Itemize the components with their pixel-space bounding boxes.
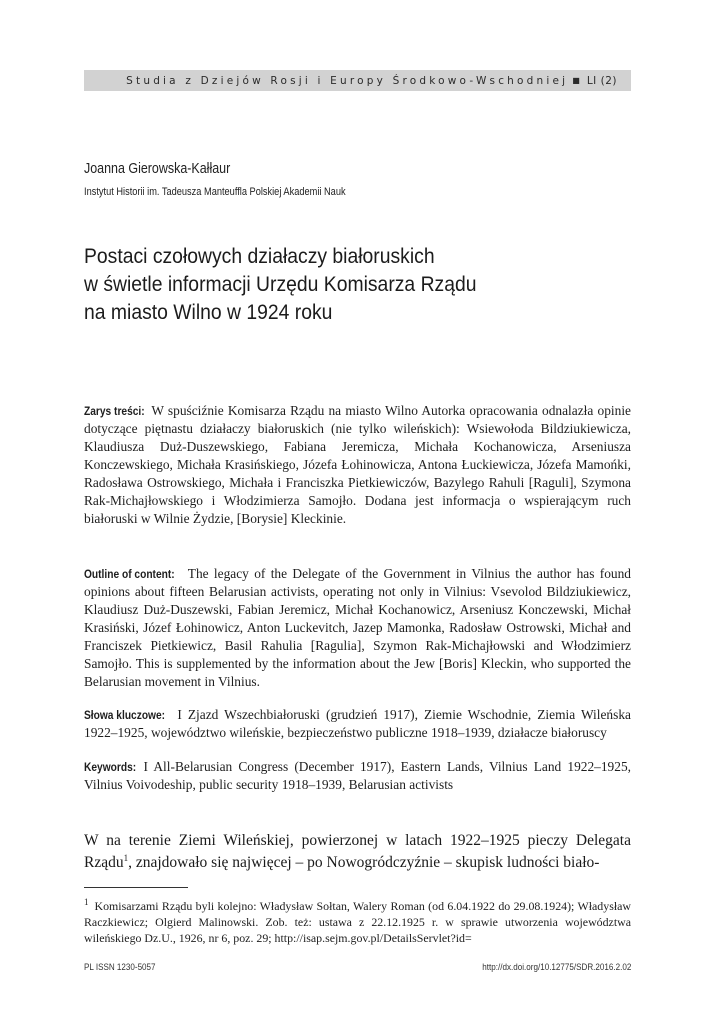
footnote-mark: 1	[84, 897, 89, 908]
body-text: W na terenie Ziemi Wileńskiej, powierzonej w latach 1922–1925 pieczy Delegata Rządu	[84, 832, 631, 871]
body-paragraph	[84, 830, 631, 874]
body-text: , znajdowało się najwięcej – po Nowogródczyźnie – skupisk ludności biało-	[128, 854, 600, 871]
keywords-text: I All-Belarusian Congress (December 1917), Eastern Lands, Vilnius Land 1922–1925, Vilnius Voivodeship, public security 1918–1939, Belarusian activists	[84, 759, 631, 792]
abstract-label: Zarys treści:	[84, 404, 145, 418]
footnote-text: Komisarzami Rządu byli kolejno: Władysław Sołtan, Walery Roman (od 6.04.1922 do 29.08.1924); Władysław Raczkiewicz; Olgierd Malinowski. Zob. też: ustawa z 22.12.1925 r. w sprawie utworzenia województwa wileńskiego Dz.U., 1926, nr 6, poz. 29; http://isap.sejm.gov.pl/DetailsServlet?id=	[84, 899, 631, 945]
keywords-label: Keywords:	[84, 760, 137, 774]
abstract-english	[84, 565, 631, 691]
title-line: w świetle informacji Urzędu Komisarza Rządu	[84, 272, 477, 296]
article-title	[84, 242, 588, 326]
abstract-text: W spuściźnie Komisarza Rządu na miasto Wilno Autorka opracowania odnalazła opinie dotyczące piętnastu działaczy białoruskich (nie tylko wileńskich): Wsiewołoda Bildziukiewicza, Klaudiusza Duż-Duszewskiego, Fabiana Jeremicza, Michała Kochanowicza, Arseniusza Konczewskiego, Michała Krasińskiego, Józefa Łohinowicza, Antona Łuckiewicza, Józefa Mamońki, Radosława Ostrowskiego, Michała i Franciszka Pietkiewiczów, Bazylego Rahuli [Raguli], Szymona Rak-Michajłowskiego i Włodzimierza Samojło. Dodana jest informacja o wspierającym ruch białoruski w Wilnie Żydzie, [Borysie] Kleckinie.	[84, 403, 631, 526]
keywords-polish	[84, 706, 631, 742]
keywords-english	[84, 758, 631, 794]
issn-footer: PL ISSN 1230-5057	[84, 962, 156, 973]
author-name: Joanna Gierowska-Kałłaur	[84, 161, 231, 177]
running-header	[84, 70, 631, 91]
doi-link[interactable]: http://dx.doi.org/10.12775/SDR.2016.2.02	[481, 962, 631, 973]
keywords-text: I Zjazd Wszechbiałoruski (grudzień 1917), Ziemie Wschodnie, Ziemia Wileńska 1922–1925, województwo wileńskie, bezpieczeństwo publiczne 1918–1939, działacze białoruscy	[84, 707, 631, 740]
title-line: Postaci czołowych działaczy białoruskich	[84, 244, 435, 268]
title-line: na miasto Wilno w 1924 roku	[84, 300, 333, 324]
keywords-label: Słowa kluczowe:	[84, 708, 166, 722]
abstract-polish	[84, 402, 631, 528]
journal-title: Studia z Dziejów Rosji i Europy Środkowo-Wschodniej	[126, 74, 569, 87]
volume-number: LI (2)	[586, 74, 617, 87]
footnote-reference[interactable]: 1	[123, 852, 129, 863]
abstract-text: The legacy of the Delegate of the Government in Vilnius the author has found opinions about fifteen Belarusian activists, operating not only in Vilnius: Vsevolod Bildziukiewicz, Klaudiusz Duż-Duszewski, Fabian Jeremicz, Michał Kochanowicz, Arseniusz Konczewski, Michał Krasiński, Józef Łohinowicz, Anton Luckevitch, Jazep Mamonka, Radosław Ostrowski, Michał and Franciszek Pietkiewicz, Basil Rahulia [Ragulia], Szymon Rak-Michajłowski and Włodzimierz Samojło. This is supplemented by the information about the Jew [Boris] Kleckin, who supported the Belarusian movement in Vilnius.	[84, 566, 632, 689]
footnote	[84, 898, 631, 946]
abstract-label: Outline of content:	[84, 567, 175, 581]
author-affiliation: Instytut Historii im. Tadeusza Manteuffla Polskiej Akademii Nauk	[84, 186, 346, 198]
square-bullet-icon: ■	[572, 76, 580, 85]
footnote-divider	[84, 887, 188, 888]
